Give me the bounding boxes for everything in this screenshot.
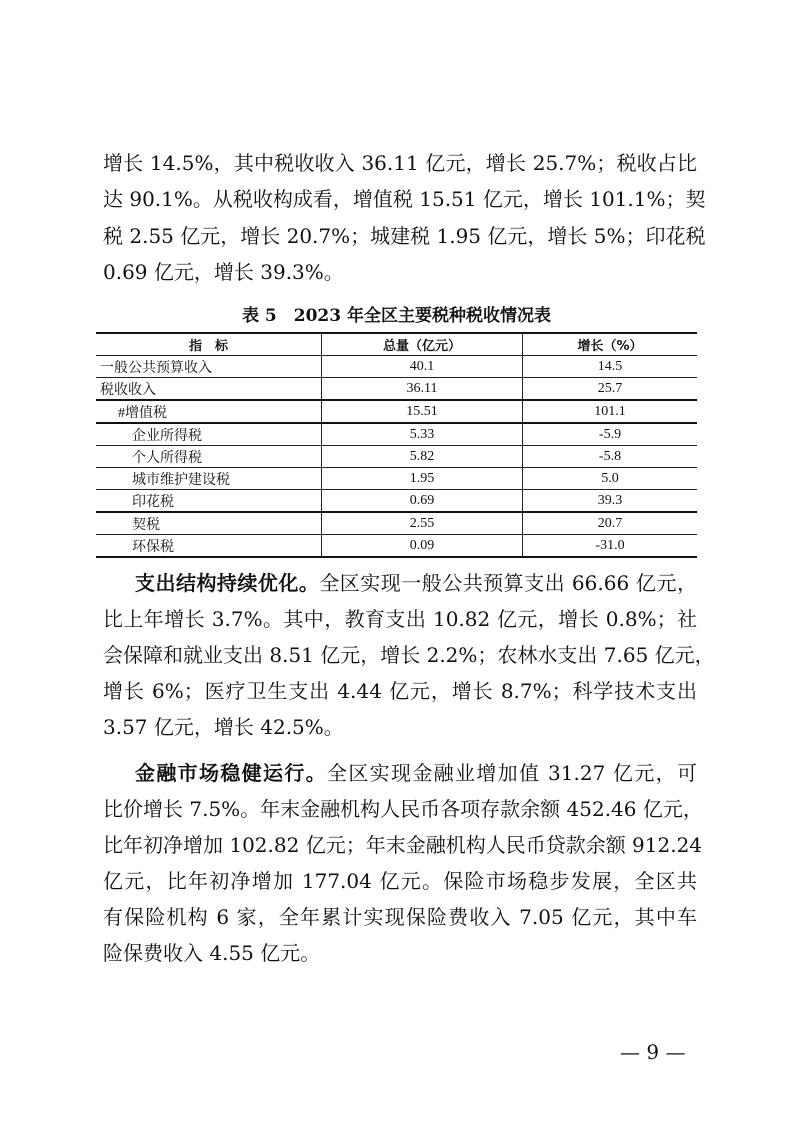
paragraph-line: 达 90.1%。从税收构成看，增值税 15.51 亿元，增长 101.1%；契 <box>103 187 706 211</box>
row-indicator: 一般公共预算收入 <box>96 356 322 378</box>
table-row <box>96 356 697 378</box>
table-row <box>96 535 697 558</box>
row-indicator: 城市维护建设税 <box>96 468 322 490</box>
row-indicator: 印花税 <box>96 490 322 513</box>
row-growth: 5.0 <box>523 468 698 490</box>
row-total: 36.11 <box>322 378 523 401</box>
paragraph-line: 亿元，比年初净增加 177.04 亿元。保险市场稳步发展，全区共 <box>103 869 697 893</box>
paragraph-line: 增长 6%；医疗卫生支出 4.44 亿元，增长 8.7%；科学技术支出 <box>103 679 697 703</box>
paragraph-line: 有保险机构 6 家，全年累计实现保险费收入 7.05 亿元，其中车 <box>103 905 697 929</box>
row-growth: 14.5 <box>523 356 698 378</box>
row-indicator: #增值税 <box>96 400 322 423</box>
text: 全区实现一般公共预算支出 66.66 亿元， <box>319 571 697 595</box>
lead-phrase: 支出结构持续优化。 <box>135 571 320 595</box>
row-total: 0.09 <box>322 535 523 558</box>
paragraph-line <box>135 761 697 785</box>
row-total: 1.95 <box>322 468 523 490</box>
row-growth: -5.9 <box>523 423 698 446</box>
row-growth: -5.8 <box>523 446 698 468</box>
table-row <box>96 400 697 423</box>
table-header-row <box>96 333 697 356</box>
table-title: 表 5 2023 年全区主要税种税收情况表 <box>242 306 551 326</box>
paragraph-line: 比价增长 7.5%。年末金融机构人民币各项存款余额 452.46 亿元， <box>103 797 703 821</box>
text: 全区实现金融业增加值 31.27 亿元，可 <box>327 761 697 785</box>
paragraph-line: 会保障和就业支出 8.51 亿元，增长 2.2%；农林水支出 7.65 亿元， <box>103 643 715 667</box>
paragraph-line: 险保费收入 4.55 亿元。 <box>103 941 321 965</box>
table-row <box>96 512 697 535</box>
paragraph-line: 比上年增长 3.7%。其中，教育支出 10.82 亿元，增长 0.8%；社 <box>103 607 697 631</box>
row-indicator: 税收收入 <box>96 378 322 401</box>
table-row <box>96 490 697 513</box>
row-growth: 25.7 <box>523 378 698 401</box>
row-total: 0.69 <box>322 490 523 513</box>
row-indicator: 环保税 <box>96 535 322 558</box>
table-row <box>96 446 697 468</box>
table-row <box>96 423 697 446</box>
tax-table <box>96 332 697 558</box>
table-row <box>96 378 697 401</box>
row-growth: 39.3 <box>523 490 698 513</box>
row-indicator: 个人所得税 <box>96 446 322 468</box>
lead-phrase: 金融市场稳健运行。 <box>135 761 328 785</box>
paragraph-line: 增长 14.5%，其中税收收入 36.11 亿元，增长 25.7%；税收占比 <box>103 151 697 175</box>
paragraph-line: 税 2.55 亿元，增长 20.7%；城建税 1.95 亿元，增长 5%；印花税 <box>103 224 706 248</box>
table-row <box>96 468 697 490</box>
page-number: — 9 — <box>620 1040 686 1064</box>
paragraph-line: 比年初净增加 102.82 亿元；年末金融机构人民币贷款余额 912.24 <box>103 833 703 857</box>
row-total: 5.33 <box>322 423 523 446</box>
header-growth: 增长（%） <box>523 333 698 356</box>
row-growth: 101.1 <box>523 400 698 423</box>
row-indicator: 契税 <box>96 512 322 535</box>
header-indicator: 指 标 <box>96 333 322 356</box>
row-total: 2.55 <box>322 512 523 535</box>
row-growth: 20.7 <box>523 512 698 535</box>
row-total: 15.51 <box>322 400 523 423</box>
row-growth: -31.0 <box>523 535 698 558</box>
row-total: 40.1 <box>322 356 523 378</box>
row-indicator: 企业所得税 <box>96 423 322 446</box>
paragraph-line: 0.69 亿元，增长 39.3%。 <box>103 260 344 284</box>
paragraph-line <box>135 571 697 595</box>
paragraph-line: 3.57 亿元，增长 42.5%。 <box>103 715 344 739</box>
header-total: 总量（亿元） <box>322 333 523 356</box>
row-total: 5.82 <box>322 446 523 468</box>
